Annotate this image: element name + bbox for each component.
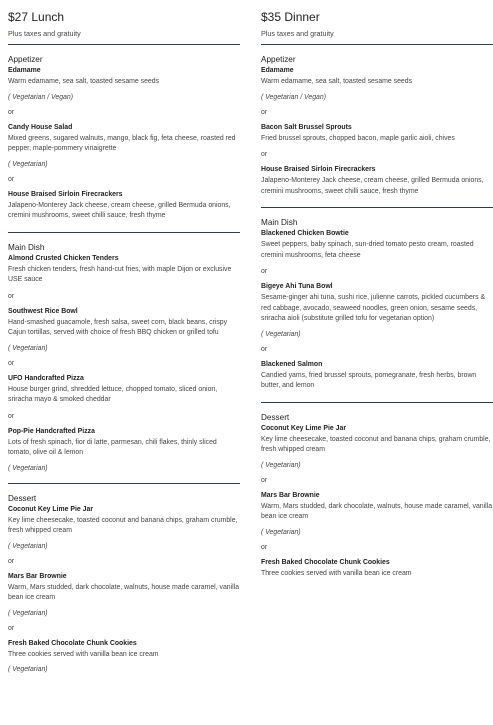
item-name: Edamame: [8, 67, 41, 74]
item-name: Fresh Baked Chocolate Chunk Cookies: [8, 639, 137, 647]
menu-item: [261, 165, 493, 197]
section-spacer: [261, 197, 493, 207]
menu-item: [261, 558, 493, 580]
menu-section: [8, 45, 240, 232]
menu-section: [261, 208, 493, 402]
section-title: Appetizer: [8, 55, 43, 64]
item-name: Coconut Key Lime Pie Jar: [261, 424, 347, 432]
or-separator: or: [8, 557, 15, 565]
item-name: Bacon Salt Brussel Sprouts: [261, 123, 352, 131]
dietary-tag: ( Vegetarian): [261, 461, 301, 469]
section-title: Main Dish: [261, 218, 298, 227]
or-separator: or: [261, 108, 268, 116]
item-name: Almond Crusted Chicken Tenders: [8, 254, 119, 262]
menu-item: [8, 254, 240, 286]
section-title: Main Dish: [8, 242, 45, 252]
dietary-tag: ( Vegetarian): [8, 542, 48, 550]
dietary-tag: ( Vegetarian): [8, 160, 48, 168]
section-title: Appetizer: [261, 55, 296, 64]
or-separator: or: [261, 543, 268, 551]
item-name: Edamame: [261, 67, 294, 74]
or-separator: or: [8, 624, 15, 632]
menu-section: [8, 233, 240, 483]
menu-subtitle: Plus taxes and gratuity: [261, 29, 334, 38]
or-separator: or: [261, 268, 268, 275]
item-description: Mixed greens, sugared walnuts, mango, black fig, feta cheese, roasted red pepper, maple-pommery vinaigrette: [8, 134, 236, 152]
item-description: Lots of fresh spinach, fior di latte, parmesan, chili flakes, thinly sliced tomato, olive oil & lemon: [8, 438, 217, 456]
menu-item: [261, 229, 493, 261]
item-description: Warm, Mars studded, dark chocolate, walnuts, house made caramel, vanilla bean ice cream: [261, 502, 493, 520]
item-name: Blackened Chicken Bowtie: [261, 230, 349, 237]
dietary-tag: ( Vegetarian): [8, 344, 48, 352]
item-description: House burger grind, shredded lettuce, chopped tomato, sliced onion, sriracha mayo & smoked cheddar: [8, 385, 218, 403]
section-spacer: [8, 222, 240, 232]
item-description: Three cookies served with vanilla bean ice cream: [261, 569, 412, 577]
item-description: Hand-smashed guacamole, fresh salsa, sweet corn, black beans, crispy Cajun tortillas, served with choice of fresh BBQ chicken or grilled tofu: [8, 318, 228, 336]
item-name: Candy House Salad: [8, 123, 73, 131]
menu-sections: [261, 44, 493, 589]
item-description: Three cookies served with vanilla bean ice cream: [8, 650, 159, 658]
menu-item: [261, 282, 493, 339]
item-name: Mars Bar Brownie: [8, 572, 67, 580]
or-separator: or: [8, 175, 15, 183]
section-spacer: [261, 579, 493, 589]
item-description: Jalapeno-Monterey Jack cheese, cream cheese, grilled Bermuda onions, cremini mushrooms, sweet chilli sauce, fresh thyme: [261, 177, 484, 195]
item-description: Fresh chicken tenders, fresh hand-cut fries, with maple Dijon or exclusive USE sauce: [8, 265, 232, 283]
item-name: Pop-Pie Handcrafted Pizza: [8, 427, 95, 435]
section-title: Dessert: [261, 412, 290, 422]
item-description: Warm, Mars studded, dark chocolate, walnuts, house made caramel, vanilla bean ice cream: [8, 583, 240, 601]
item-description: Key lime cheesecake, toasted coconut and banana chips, graham crumble, fresh whipped cream: [261, 435, 491, 453]
item-name: UFO Handcrafted Pizza: [8, 374, 84, 382]
section-spacer: [8, 674, 240, 684]
dietary-tag: ( Vegetarian): [261, 528, 301, 536]
menu-section: [8, 484, 240, 685]
item-description: Key lime cheesecake, toasted coconut and banana chips, graham crumble, fresh whipped cream: [8, 516, 238, 534]
dietary-tag: ( Vegetarian / Vegan): [8, 93, 73, 101]
or-separator: or: [8, 108, 15, 116]
section-spacer: [8, 473, 240, 483]
dietary-tag: ( Vegetarian): [8, 464, 48, 472]
dietary-tag: ( Vegetarian): [8, 666, 48, 673]
section-title: Dessert: [8, 493, 37, 503]
item-description: Sesame-ginger ahi tuna, sushi rice, julienne carrots, pickled cucumbers & red cabbage, avocado, seaweed noodles, green onion, sesame seeds, sriracha aioli (substitute grilled tofu for vegetarian option): [261, 294, 486, 322]
menu-item: [8, 123, 240, 169]
menu-item: [261, 491, 493, 537]
item-name: Bigeye Ahi Tuna Bowl: [261, 283, 333, 290]
or-separator: or: [8, 359, 15, 367]
or-separator: or: [8, 292, 15, 300]
menu-item: [8, 190, 240, 222]
menu-sections: [8, 44, 240, 684]
dietary-tag: ( Vegetarian): [261, 330, 301, 338]
or-separator: or: [261, 345, 268, 353]
lunch-menu-column: [8, 8, 240, 684]
item-description: Sweet peppers, baby spinach, sun-dried tomato pesto cream, roasted cremini mushrooms, feta cheese: [261, 241, 474, 259]
item-name: Fresh Baked Chocolate Chunk Cookies: [261, 558, 390, 566]
menu-item: [261, 360, 493, 392]
item-name: Southwest Rice Bowl: [8, 307, 78, 315]
menu-item: [8, 572, 240, 618]
menu-section: [261, 403, 493, 590]
menu-item: [8, 307, 240, 353]
menu-item: [261, 123, 493, 145]
section-spacer: [261, 392, 493, 402]
item-name: Coconut Key Lime Pie Jar: [8, 505, 94, 513]
item-description: Jalapeno-Monterey Jack cheese, cream cheese, grilled Bermuda onions, cremini mushrooms, sweet chilli sauce, fresh thyme: [8, 201, 231, 219]
or-separator: or: [8, 412, 15, 420]
menu-title: $35 Dinner: [261, 10, 320, 24]
menu-item: [8, 505, 240, 551]
item-description: Warm edamame, sea salt, toasted sesame seeds: [8, 78, 160, 85]
menu-item: [8, 427, 240, 473]
item-name: House Braised Sirloin Firecrackers: [261, 166, 376, 173]
dietary-tag: ( Vegetarian / Vegan): [261, 93, 326, 101]
dinner-menu-column: [261, 8, 493, 589]
or-separator: or: [261, 476, 268, 484]
item-description: Fried brussel sprouts, chopped bacon, maple garlic aioli, chives: [261, 134, 455, 142]
item-name: House Braised Sirloin Firecrackers: [8, 190, 123, 198]
or-separator: or: [261, 151, 268, 158]
item-name: Blackened Salmon: [261, 360, 323, 368]
menu-item: [8, 66, 240, 102]
menu-item: [8, 374, 240, 406]
menu-item: [261, 424, 493, 470]
item-description: Candied yams, fried brussel sprouts, pomegranate, fresh herbs, brown butter, and lemon: [261, 371, 477, 389]
menu-title: $27 Lunch: [8, 10, 65, 24]
menu-subtitle: Plus taxes and gratuity: [8, 29, 81, 38]
item-name: Mars Bar Brownie: [261, 491, 320, 499]
item-description: Warm edamame, sea salt, toasted sesame seeds: [261, 78, 413, 85]
menu-section: [261, 45, 493, 207]
menu-item: [261, 66, 493, 102]
dietary-tag: ( Vegetarian): [8, 609, 48, 617]
menu-item: [8, 639, 240, 675]
